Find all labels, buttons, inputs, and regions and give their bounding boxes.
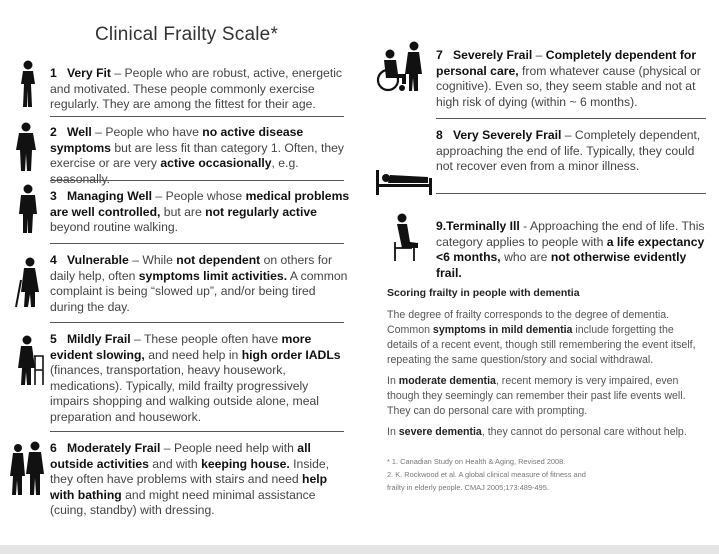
entry-severely-frail: 7 Severely Frail – Completely dependent for personal care, from whatever cause (physical or cognitive). Even so, they seem stable and not at high risk of dying (within ~ 6 months). xyxy=(436,48,701,109)
entry-vulnerable: 4 Vulnerable – While not dependent on others for daily help, often symptoms limit activities. A common complaint is being “slowed up”, and/or being tired during the day. xyxy=(50,253,348,314)
divider xyxy=(50,180,344,181)
divider xyxy=(50,322,344,323)
reference-line: frailty in elderly people. CMAJ 2005;173:489-495. xyxy=(387,483,549,492)
dementia-paragraph-severe: In severe dementia, they cannot do personal care without help. xyxy=(387,426,687,438)
mildly-frail-figure-with-walker-icon xyxy=(13,334,45,386)
severely-frail-wheelchair-icon xyxy=(372,40,428,92)
entry-very-fit: 1 Very Fit – People who are robust, active, energetic and motivated. These people commonly exercise regularly. They are among the fittest for their age. xyxy=(50,66,343,111)
divider xyxy=(436,118,706,119)
entry-moderately-frail: 6 Moderately Frail – People need help with all outside activities and with keeping house. Inside, they often have problems with stairs and need help with bathing and might need minimal assistance (cuing, standby) with dressing. xyxy=(50,441,330,517)
page-title: Clinical Frailty Scale* xyxy=(95,24,279,45)
reference-line: * 1. Canadian Study on Health & Aging, Revised 2008. xyxy=(387,457,566,466)
entry-managing-well: 3 Managing Well – People whose medical problems are well controlled, but are not regularly active beyond routine walking. xyxy=(50,189,350,234)
divider xyxy=(436,193,706,194)
references xyxy=(387,455,586,494)
divider xyxy=(50,431,344,432)
dementia-heading: Scoring frailty in people with dementia xyxy=(387,287,580,299)
vulnerable-figure-with-cane-icon xyxy=(13,256,43,308)
divider xyxy=(50,243,344,244)
bottom-scroll-bar xyxy=(0,545,719,554)
very-severely-frail-bed-icon xyxy=(374,166,434,196)
moderately-frail-two-figures-icon xyxy=(8,440,46,496)
entry-mildly-frail: 5 Mildly Frail – These people often have more evident slowing, and need help in high order IADLs (finances, transportation, heavy housework, medications). Typically, mild frailty progressively impairs shopping and walking outside alone, meal preparation and housework. xyxy=(50,332,341,424)
entry-terminally-ill: 9.Terminally Ill - Approaching the end of life. This category applies to people with a life expectancy <6 months, who are not otherwise evidently frail. xyxy=(436,219,705,280)
reference-line: 2. K. Rockwood et al. A global clinical measure of fitness and xyxy=(387,470,586,479)
divider xyxy=(50,116,344,117)
dementia-paragraph-mild: The degree of frailty corresponds to the degree of dementia. Common symptoms in mild dementia include forgetting the details of a recent event, though still remembering the event itself, repeating the same question/story and social withdrawal. xyxy=(387,309,696,366)
dementia-paragraph-moderate: In moderate dementia, recent memory is very impaired, even though they seemingly can remember their past life events well. They can do personal care with prompting. xyxy=(387,375,686,417)
entry-well: 2 Well – People who have no active disease symptoms but are less fit than category 1. Often, they exercise or are very active occasionally, e.g. seasonally. xyxy=(50,125,345,186)
terminally-ill-seated-figure-icon xyxy=(388,212,422,262)
very-fit-figure-icon xyxy=(17,60,39,108)
managing-well-figure-icon xyxy=(17,184,39,234)
entry-very-severely-frail: 8 Very Severely Frail – Completely dependent, approaching the end of life. Typically, they could not recover even from a minor illness. xyxy=(436,128,701,173)
well-figure-icon xyxy=(14,122,40,172)
